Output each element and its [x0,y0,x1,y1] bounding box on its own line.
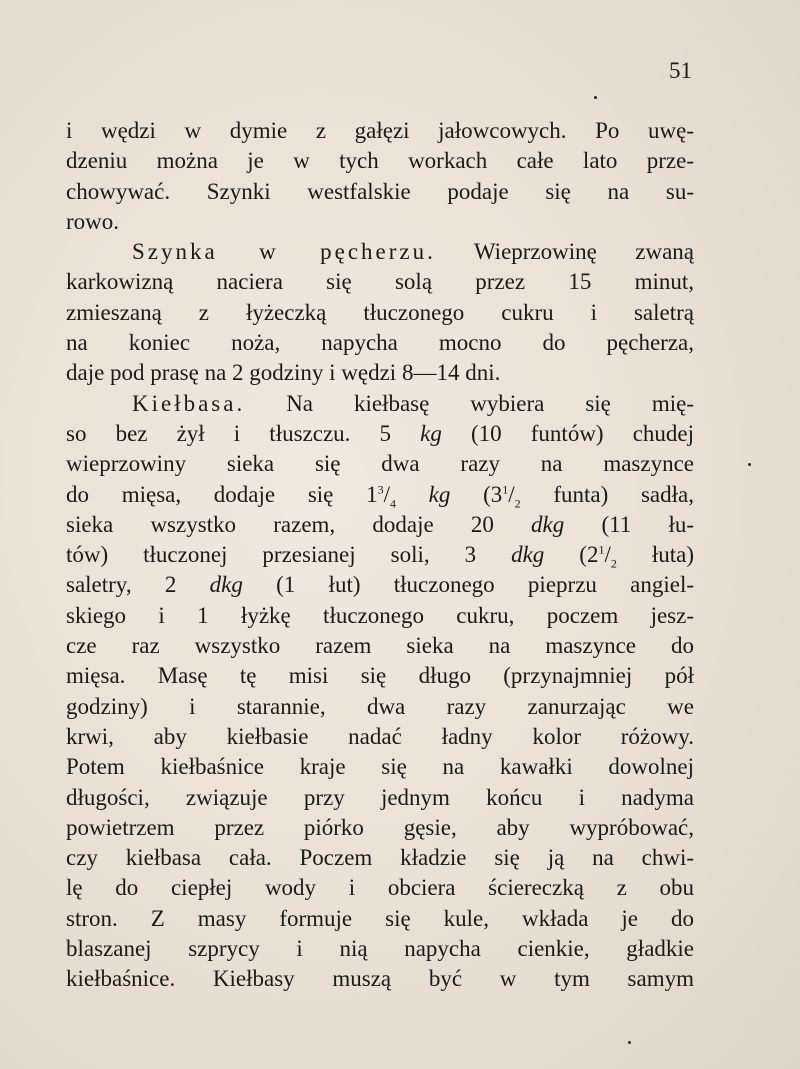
recipe-title-szynka: Szynka w pęcherzu. [132,239,436,265]
text-fragment: so bez żył i tłuszczu. 5 [66,420,392,446]
text-line: karkowizną naciera się solą przez 15 minut, [66,269,694,295]
recipe-heading-line [66,389,694,419]
unit-dkg: dkg [209,572,243,598]
text-line: mięsa. Masę tę misi się długo (przynajmniej pół [66,663,694,689]
text-line: na koniec noża, napycha mocno do pęcherza, [66,330,694,356]
text-line: lę do ciepłej wody i obciera ściereczką z obu [66,875,694,901]
text-fragment: Wieprzowinę zwaną [473,239,694,265]
text-line [66,510,694,540]
recipe-heading-line [66,237,694,267]
text-fragment: (3 [483,481,503,507]
text-line: rowo. [66,208,120,234]
body-text [66,116,694,995]
text-fragment: sieka wszystko razem, dodaje 20 [66,511,494,537]
fraction-numerator: 1 [598,542,605,557]
text-line: czy kiełbasa cała. Poczem kładzie się ją na chwi- [66,845,694,871]
text-line: do mięsa, dodaje się $1^3/_4$ kg ($3^1/_2$ funta) sadła, [66,481,694,511]
text-line: godziny) i starannie, dwa razy zanurzając we [66,693,694,719]
text-line [66,570,694,600]
text-fragment: (10 funtów) chudej [471,420,695,446]
text-line: krwi, aby kiełbasie nadać ładny kolor różowy. [66,723,694,749]
unit-kg: kg [428,481,451,507]
text-fragment: tów) tłuczonej przesianej soli, 3 [66,542,477,568]
text-fragment: łuta) [651,542,694,568]
fraction-numerator: 3 [377,481,384,496]
text-line: daje pod prasę na 2 godziny i wędzi 8—14 dni. [66,360,501,386]
unit-kg: kg [420,420,442,446]
text-fragment: (1 łut) tłuczonego pieprzu angiel- [276,572,695,598]
text-line: Potem kiełbaśnice kraje się na kawałki dowolnej [66,754,694,780]
text-line: kiełbaśnice. Kiełbasy muszą być w tym samym [66,966,694,992]
text-line: chowywać. Szynki westfalskie podaje się na su- [66,178,694,204]
text-line: dzeniu można je w tych workach całe lato prze- [66,148,694,174]
text-fragment: (2 [579,542,599,568]
text-line: wieprzowiny sieka się dwa razy na maszynce [66,451,694,477]
text-fragment: Na kiełbasę wybiera się mię- [286,390,694,416]
recipe-title-kielbasa: Kiełbasa. [132,390,246,416]
unit-dkg: dkg [531,511,565,537]
text-line: blaszanej szprycy i nią napycha cienkie, gładkie [66,936,694,962]
page-number: 51 [669,58,692,83]
text-fragment: funta) sadła, [553,481,694,507]
text-line: długości, związuje przy jednym końcu i nadyma [66,784,694,810]
fraction-denominator: 4 [389,496,396,511]
ink-speck [628,1041,631,1044]
text-line: tów) tłuczonej przesianej soli, 3 dkg ($2^1/_2$ łuta) [66,542,694,571]
text-line: i wędzi w dymie z gałęzi jałowcowych. Po uwę- [66,118,694,143]
text-fragment: saletry, 2 [66,572,177,598]
text-line [66,419,694,449]
ink-speck [594,96,597,99]
text-fragment: (11 łu- [601,511,694,537]
text-line: stron. Z masy formuje się kule, wkłada je do [66,905,694,931]
text-line: cze raz wszystko razem sieka na maszynce do [66,633,694,659]
text-line: powietrzem przez piórko gęsie, aby wypróbować, [66,814,694,840]
fraction-denominator: 2 [514,496,521,511]
text-fragment: do mięsa, dodaje się 1 [66,481,378,507]
ink-speck [748,463,751,466]
unit-dkg: dkg [511,542,545,568]
fraction-denominator: 2 [610,556,617,571]
fraction-numerator: 1 [502,481,509,496]
text-line: zmieszaną z łyżeczką tłuczonego cukru i saletrą [66,299,694,325]
text-line: skiego i 1 łyżkę tłuczonego cukru, poczem jesz- [66,602,694,628]
